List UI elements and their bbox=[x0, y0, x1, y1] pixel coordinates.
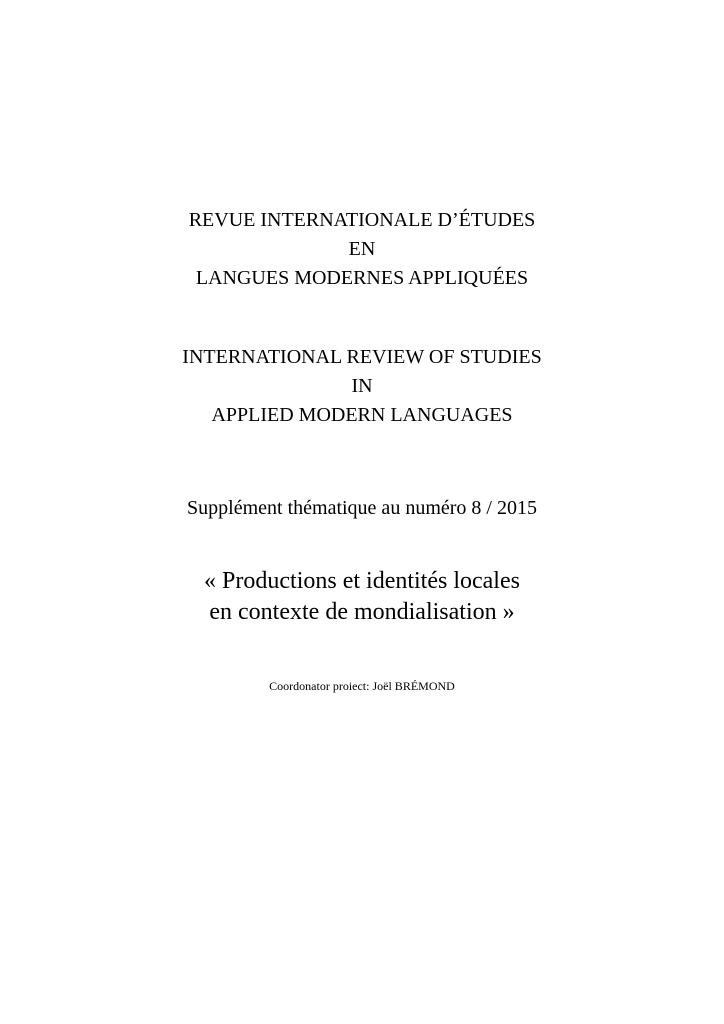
journal-title-french-line-1: REVUE INTERNATIONALE D’ÉTUDES bbox=[188, 209, 536, 231]
journal-title-english-line-1: INTERNATIONAL REVIEW OF STUDIES bbox=[182, 346, 542, 368]
thematic-title-line-2: en contexte de mondialisation » bbox=[209, 599, 515, 625]
supplement-issue-text: Supplément thématique au numéro 8 / 2015 bbox=[187, 497, 537, 519]
journal-title-english bbox=[0, 343, 724, 430]
project-coordinator-text: Coordonator proiect: Joël BRÉMOND bbox=[269, 679, 455, 693]
supplement-issue bbox=[0, 494, 724, 523]
thematic-title-line-1: « Productions et identités locales bbox=[204, 568, 520, 594]
journal-title-english-line-2: IN bbox=[351, 375, 373, 397]
journal-title-french-line-2: EN bbox=[348, 238, 376, 260]
journal-title-french-line-3: LANGUES MODERNES APPLIQUÉES bbox=[195, 267, 529, 289]
thematic-title bbox=[0, 566, 724, 628]
journal-title-french bbox=[0, 206, 724, 293]
project-coordinator bbox=[0, 678, 724, 694]
journal-title-english-line-3: APPLIED MODERN LANGUAGES bbox=[211, 404, 513, 426]
